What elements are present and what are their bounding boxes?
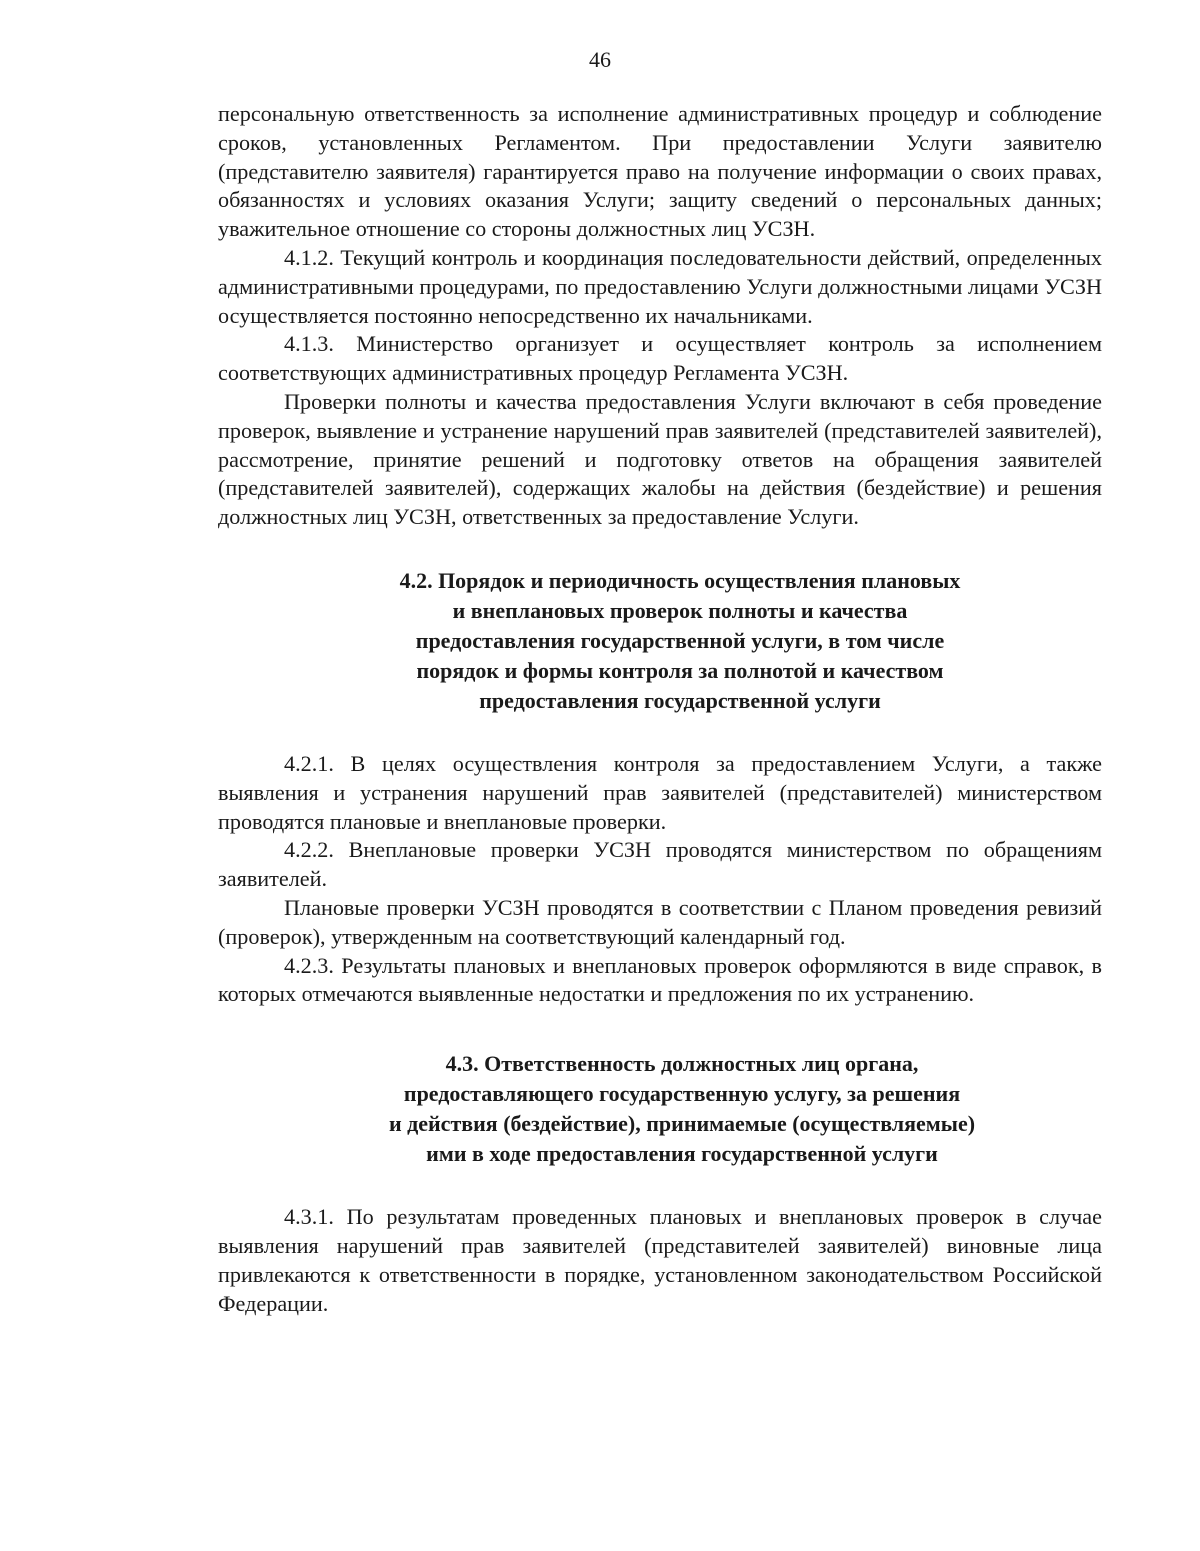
heading-line: порядок и формы контроля за полнотой и качеством xyxy=(416,657,944,683)
heading-line: предоставляющего государственную услугу, за решения xyxy=(403,1081,961,1107)
section-heading-4-3 xyxy=(218,1049,1102,1169)
heading-line: 4.3. Ответственность должностных лиц органа, xyxy=(445,1051,919,1077)
paragraph-4-3-1: 4.3.1. По результатам проведенных плановых и внеплановых проверок в случае выявления нарушений прав заявителей (представителей заявителей) виновные лица привлекаются к ответственности в порядке, установленном законодательством Российской Федерации. xyxy=(218,1204,1102,1316)
paragraph-planned-checks: Плановые проверки УСЗН проводятся в соответствии с Планом проведения ревизий (проверок), утвержденным на соответствующий календарный год. xyxy=(218,894,1102,949)
paragraph-checks: Проверки полноты и качества предоставления Услуги включают в себя проведение проверок, выявление и устранение нарушений прав заявителей (представителей заявителей), рассмотрение, принятие решений и подготовку ответов на обращения заявителей (представителей заявителей), содержащих жалобы на действия (бездействие) и решения должностных лиц УСЗН, ответственных за предоставление Услуги. xyxy=(218,388,1102,530)
heading-line: ими в ходе предоставления государственной услуги xyxy=(426,1141,938,1167)
section-heading-4-2 xyxy=(218,566,1102,716)
heading-line: предоставления государственной услуги, в том числе xyxy=(415,627,945,653)
paragraph-continuation: персональную ответственность за исполнение административных процедур и соблюдение сроков, установленных Регламентом. При предоставлении Услуги заявителю (представителю заявителя) гарантируется право на получение информации о своих правах, обязанностях и условиях оказания Услуги; защиту сведений о персональных данных; уважительное отношение со стороны должностных лиц УСЗН. xyxy=(218,101,1102,242)
document-body xyxy=(218,100,1102,1318)
paragraph-4-2-1: 4.2.1. В целях осуществления контроля за предоставлением Услуги, а также выявления и устранения нарушений прав заявителей (представителей) министерством проводятся плановые и внеплановые проверки. xyxy=(218,750,1102,834)
paragraph-4-2-2: 4.2.2. Внеплановые проверки УСЗН проводятся министерством по обращениям заявителей. xyxy=(218,837,1102,892)
page-number: 46 xyxy=(589,47,611,72)
paragraph-4-1-2: 4.1.2. Текущий контроль и координация последовательности действий, определенных административными процедурами, по предоставлению Услуги должностными лицами УСЗН осуществляется постоянно непосредственно их начальниками. xyxy=(218,244,1102,328)
paragraph-4-2-3: 4.2.3. Результаты плановых и внеплановых проверок оформляются в виде справок, в которых отмечаются выявленные недостатки и предложения по их устранению. xyxy=(218,952,1102,1007)
paragraph-4-1-3: 4.1.3. Министерство организует и осуществляет контроль за исполнением соответствующих административных процедур Регламента УСЗН. xyxy=(218,331,1102,386)
heading-line: предоставления государственной услуги xyxy=(479,687,881,713)
heading-line: и действия (бездействие), принимаемые (осуществляемые) xyxy=(388,1111,976,1137)
heading-line: и внеплановых проверок полноты и качества xyxy=(452,597,908,623)
heading-line: 4.2. Порядок и периодичность осуществления плановых xyxy=(399,567,961,593)
